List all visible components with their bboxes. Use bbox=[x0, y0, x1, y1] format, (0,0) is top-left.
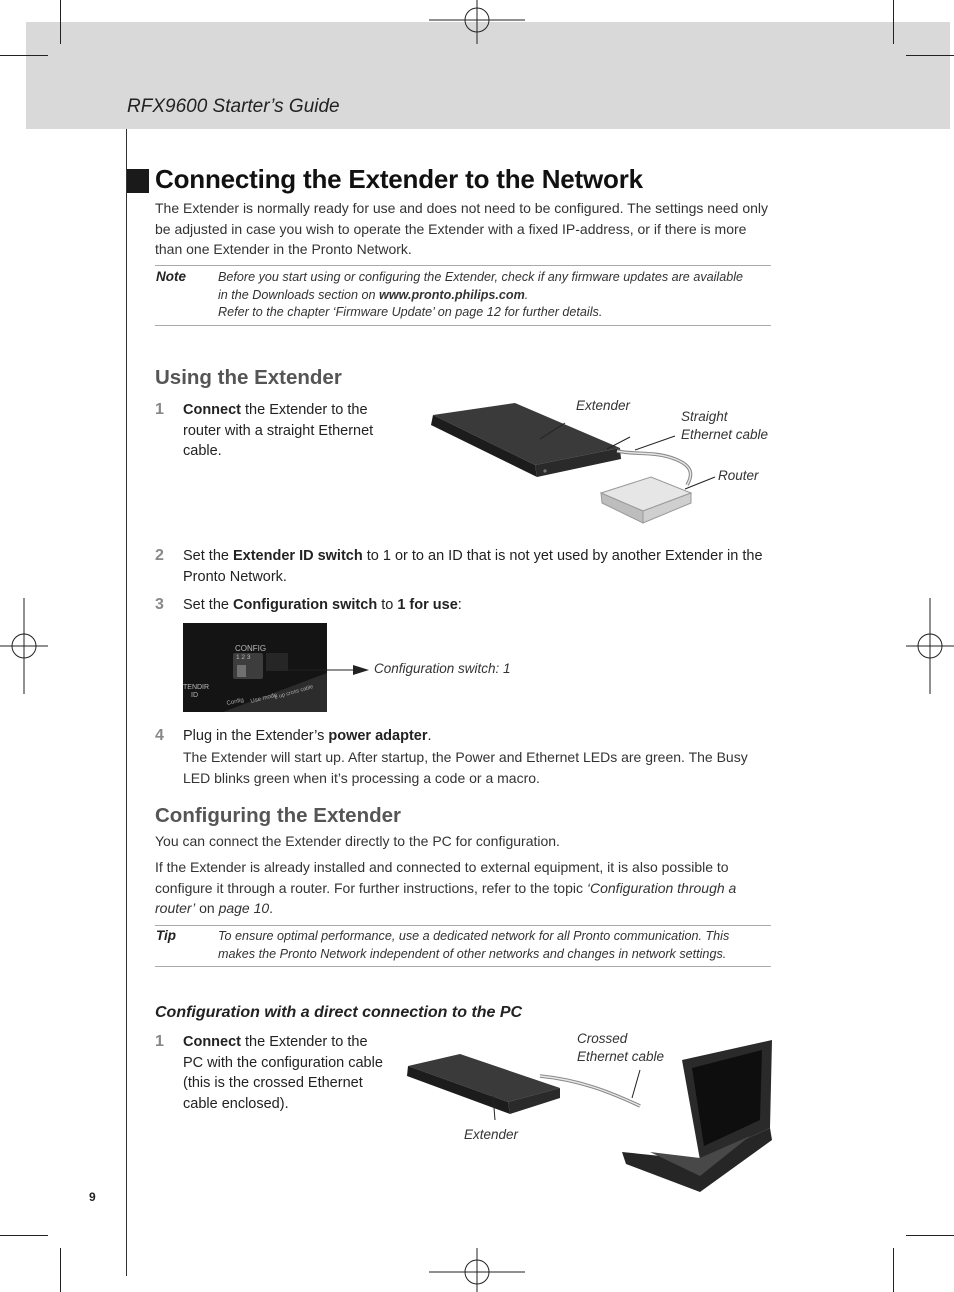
tip-text bbox=[218, 928, 774, 963]
crop-mark bbox=[0, 1235, 48, 1236]
margin-rule bbox=[126, 129, 127, 1276]
note-label: Note bbox=[156, 269, 186, 284]
intro-paragraph: The Extender is normally ready for use and does not need to be configured. The settings need only be adjusted in case you wish to operate the Extender with a fixed IP-address, or if there is more than one Extender in the Pronto Network. bbox=[155, 200, 769, 257]
tip-line: To ensure optimal performance, use a dedicated network for all Pronto communication. This bbox=[218, 929, 730, 943]
cable-label-line: Ethernet cable bbox=[577, 1049, 665, 1064]
note-line: Refer to the chapter ‘Firmware Update’ on page 12 for further details. bbox=[218, 305, 603, 319]
note-line-text: in the Downloads section on bbox=[218, 287, 380, 302]
step-number: 3 bbox=[155, 596, 164, 613]
step-text bbox=[183, 595, 773, 616]
tip-line: makes the Pronto Network independent of other networks and changes in network settings. bbox=[218, 946, 727, 961]
figure-label-extender: Extender bbox=[576, 398, 631, 413]
paragraph-text: on bbox=[195, 900, 219, 916]
step-text bbox=[183, 726, 773, 747]
crop-mark bbox=[60, 1248, 61, 1292]
crop-mark bbox=[906, 1235, 954, 1236]
tip-bottom-rule bbox=[155, 966, 771, 967]
step-body: Set the bbox=[183, 597, 233, 613]
step-detail: The Extender will start up. After startup, the Power and Ethernet LEDs are green. The Busy LED blinks green when it’s processing a code or a macro. bbox=[183, 749, 748, 786]
step-keyword: Configuration switch bbox=[232, 597, 378, 613]
pointer-line bbox=[607, 437, 630, 449]
cross-reference: page 10 bbox=[218, 900, 270, 916]
registration-mark bbox=[906, 598, 954, 694]
step-body: . bbox=[427, 728, 432, 744]
step-body: Set the bbox=[183, 548, 233, 564]
step-number: 4 bbox=[155, 727, 164, 744]
step-keyword: power adapter bbox=[328, 728, 428, 744]
website-link[interactable]: www.pronto.philips.com bbox=[379, 287, 525, 302]
led-icon bbox=[543, 469, 546, 472]
panel-text-config: CONFIG bbox=[235, 644, 267, 653]
figure-label-router: Router bbox=[718, 468, 759, 483]
registration-mark bbox=[429, 0, 525, 44]
switch-toggle bbox=[237, 665, 246, 677]
figure-label-cable bbox=[577, 1030, 664, 1066]
step-body: to 1 or to an ID that is not yet used by another Extender in the Pronto Network. bbox=[183, 548, 763, 585]
figure-label-cable bbox=[681, 408, 768, 444]
crop-mark bbox=[893, 1248, 894, 1292]
step-keyword: Extender ID switch bbox=[232, 548, 363, 564]
configuring-paragraph bbox=[155, 857, 765, 919]
cable-label-line: Crossed bbox=[577, 1031, 628, 1046]
crop-mark bbox=[0, 55, 48, 56]
step-body: the Extender to the router with a straight Ethernet cable. bbox=[183, 402, 374, 459]
panel-text-id: TENDIR bbox=[183, 684, 210, 691]
step-body: the Extender to the PC with the configuration cable (this is the crossed Ethernet cable enclosed). bbox=[183, 1034, 383, 1112]
step-number: 2 bbox=[155, 547, 164, 564]
section-heading-using: Using the Extender bbox=[155, 366, 342, 389]
step-body: Plug in the Extender’s bbox=[183, 728, 329, 744]
guide-title: RFX9600 Starter’s Guide bbox=[127, 96, 340, 117]
cable-label-line: Straight bbox=[681, 409, 728, 424]
crop-mark bbox=[893, 0, 894, 44]
step-text bbox=[183, 546, 773, 587]
registration-mark bbox=[429, 1248, 525, 1292]
step-number: 1 bbox=[155, 1033, 164, 1050]
page-number: 9 bbox=[89, 1190, 96, 1204]
step-keyword: Connect bbox=[183, 402, 241, 418]
subsection-heading: Configuration with a direct connection to the PC bbox=[155, 1004, 523, 1021]
pointer-arrow bbox=[283, 660, 373, 680]
note-top-rule bbox=[155, 265, 771, 266]
cable-label-line: Ethernet cable bbox=[681, 427, 769, 442]
paragraph-text: . bbox=[269, 900, 274, 916]
registration-mark bbox=[0, 598, 48, 694]
step-text bbox=[183, 1032, 383, 1114]
note-line: Before you start using or configuring the Extender, check if any firmware updates are available bbox=[218, 270, 744, 284]
panel-text-id: ID bbox=[191, 692, 198, 699]
step-body: : bbox=[457, 597, 462, 613]
cross-reference: ‘Configuration through a router’ bbox=[155, 879, 737, 916]
step-keyword: 1 for use bbox=[397, 597, 458, 613]
tip-top-rule bbox=[155, 925, 771, 926]
panel-text-small: e up cross cable bbox=[273, 684, 315, 701]
crop-mark bbox=[906, 55, 954, 56]
panel-text-small: Use mode bbox=[250, 692, 279, 705]
section-heading-configuring: Configuring the Extender bbox=[155, 804, 401, 827]
pointer-line bbox=[635, 436, 675, 450]
tip-label: Tip bbox=[156, 928, 176, 943]
panel-text-numbers: 1 2 3 bbox=[236, 654, 251, 661]
title-marker bbox=[127, 169, 149, 193]
note-text bbox=[218, 269, 774, 322]
note-bottom-rule bbox=[155, 325, 771, 326]
step-body: to bbox=[377, 597, 398, 613]
page-title: Connecting the Extender to the Network bbox=[155, 164, 643, 194]
config-switch-caption: Configuration switch: 1 bbox=[374, 661, 511, 676]
step-keyword: Connect bbox=[183, 1034, 241, 1050]
step-text bbox=[183, 400, 398, 462]
configuring-paragraph: You can connect the Extender directly to the PC for configuration. bbox=[155, 833, 560, 849]
paragraph-text: If the Extender is already installed and connected to external equipment, it is also possible to configure it through a router. For further instructions, refer to the topic bbox=[155, 859, 729, 896]
figure-label-extender: Extender bbox=[464, 1127, 519, 1142]
note-line-text: . bbox=[524, 287, 529, 302]
step-number: 1 bbox=[155, 401, 164, 418]
crop-mark bbox=[60, 0, 61, 44]
panel-text-small: Config bbox=[226, 697, 245, 707]
note-line bbox=[218, 287, 774, 305]
pointer-line bbox=[632, 1070, 640, 1098]
